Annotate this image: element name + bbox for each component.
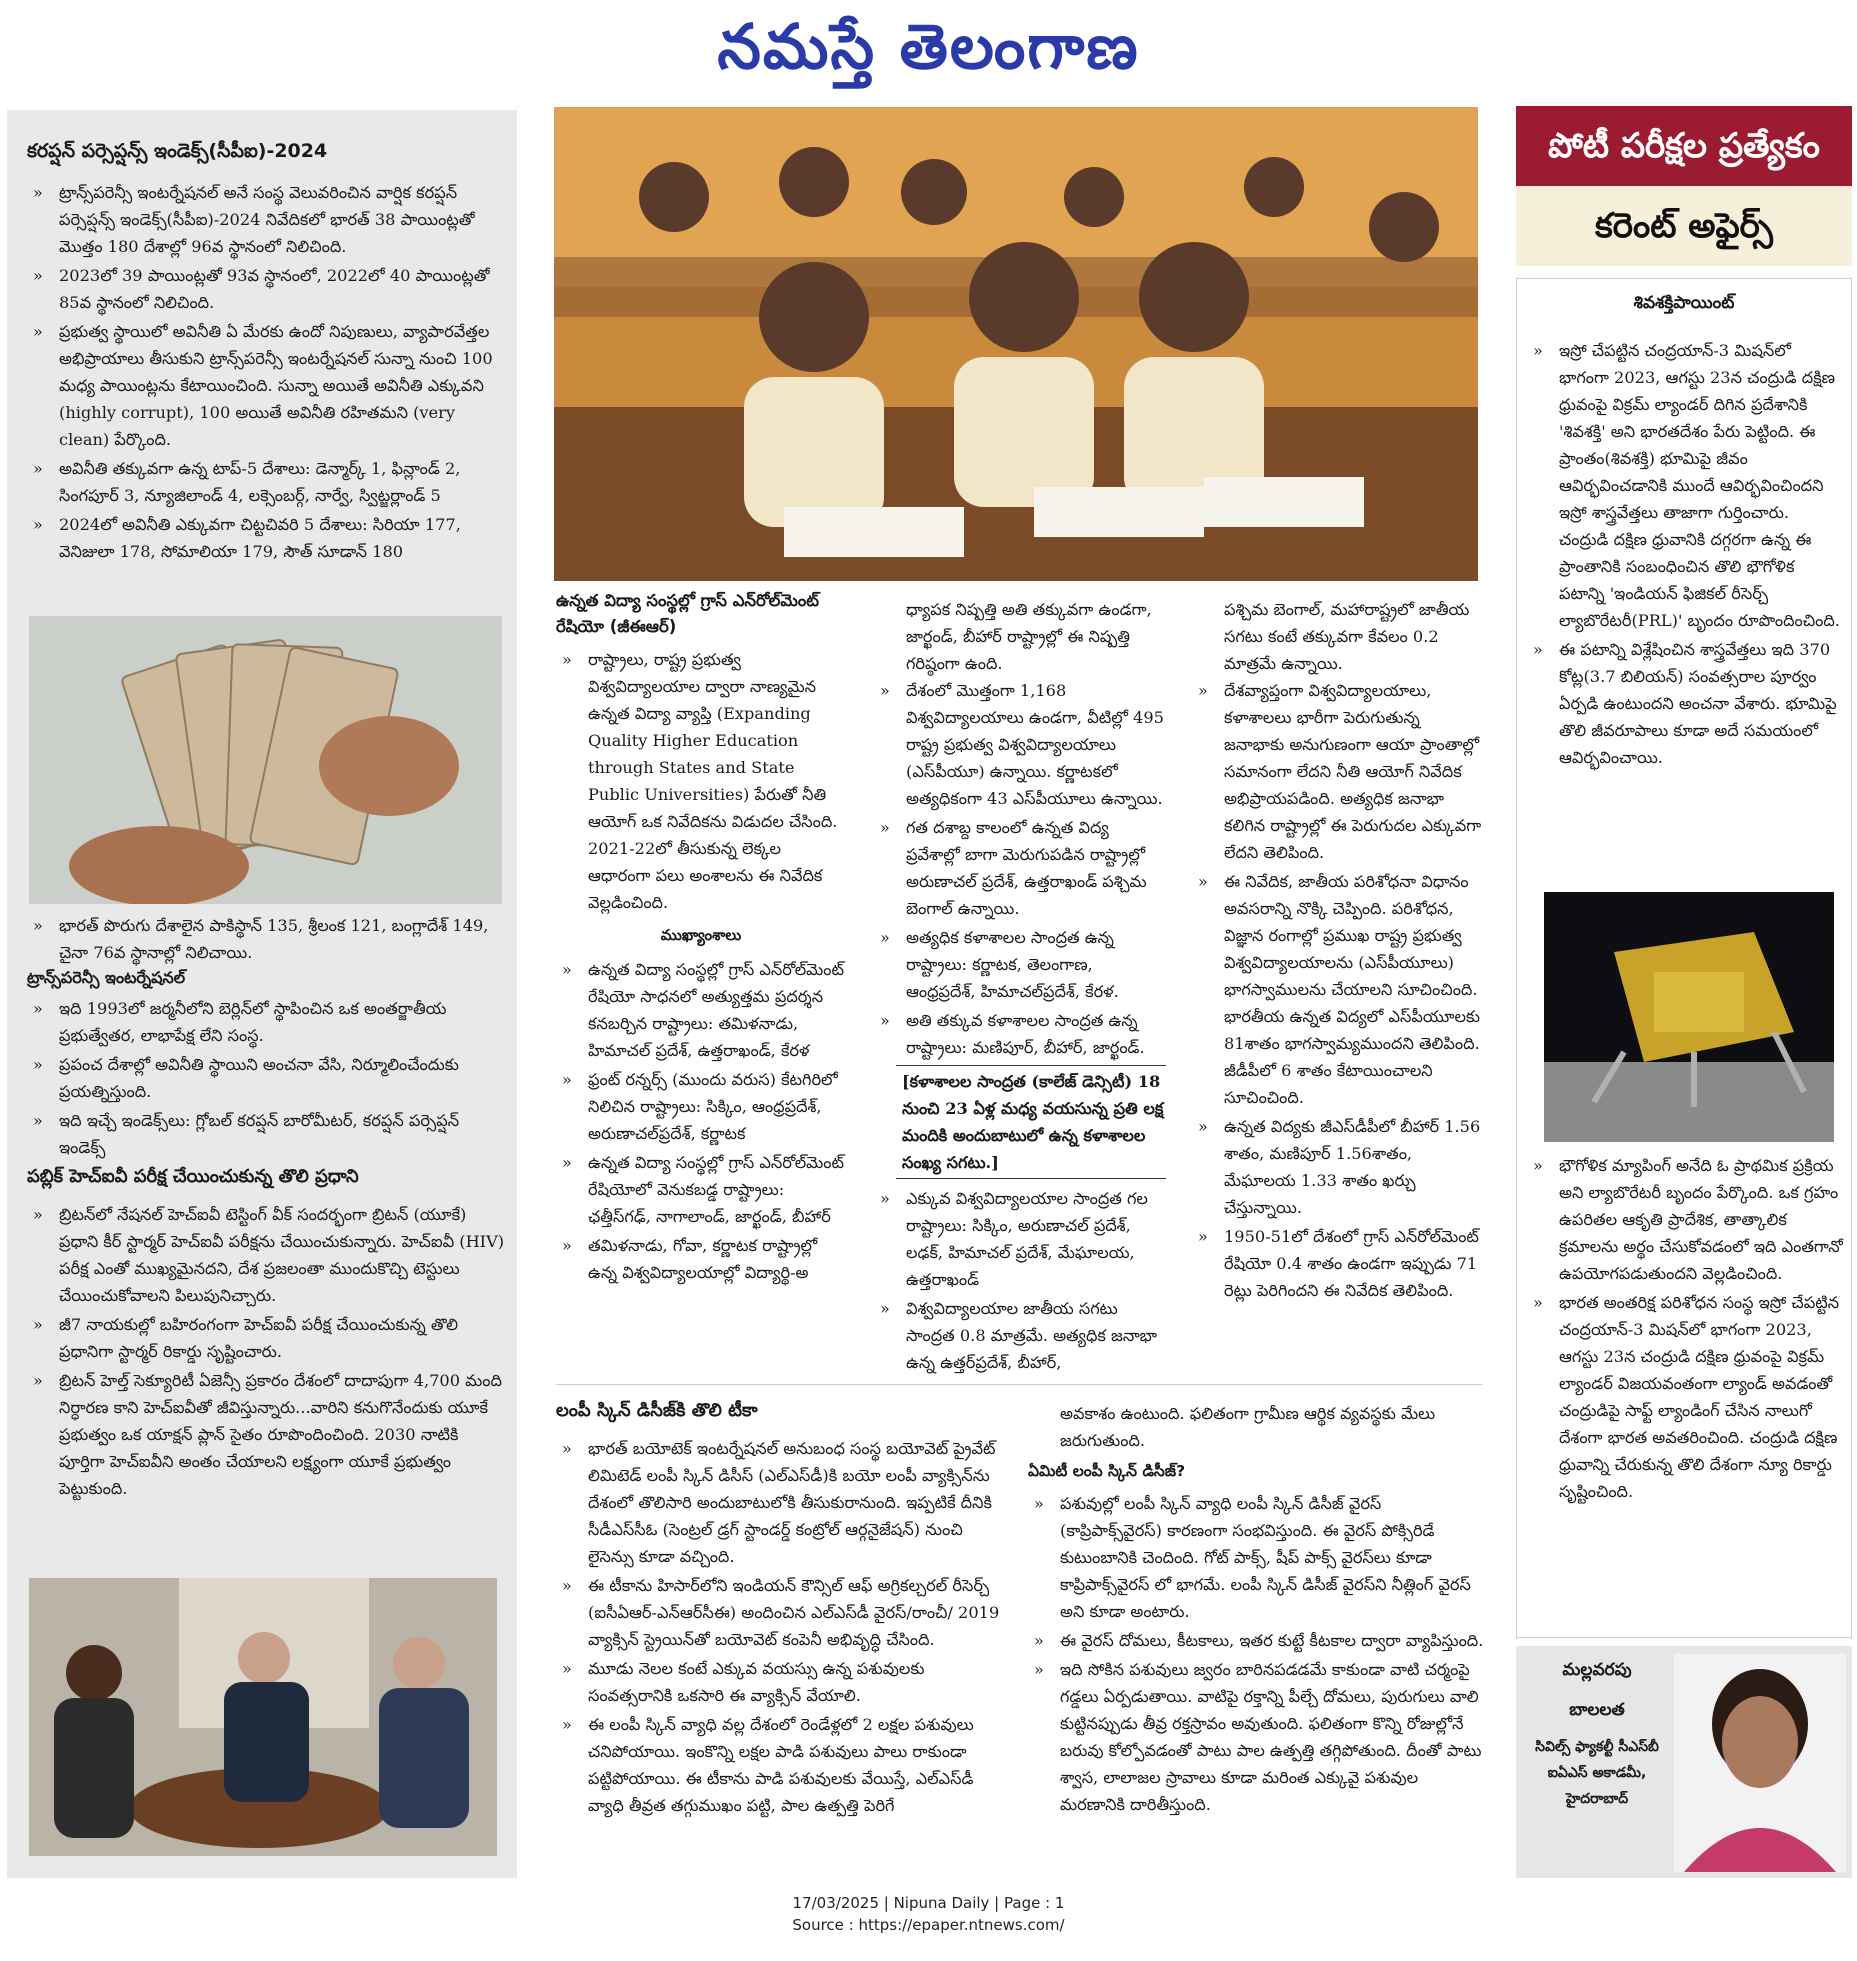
- bullet-icon: »: [33, 1205, 43, 1224]
- bullet-icon: »: [1034, 1631, 1044, 1650]
- list-item: » పశువుల్లో లంపీ స్కిన్ వ్యాధి లంపీ స్కిన్ డిసీజ్ వైరస్ (కాప్రిపాక్స్‌వైరస్) కారణంగా సంభవిస్తుంది. ఈ వైరస్ పోక్సిరిడే కుటుంబానికి చెందింది. గోట్ పాక్స్, షీప్ పాక్స్ వైరస్‌లు కూడా కాప్రిపాక్స్‌వైరస్ లో భాగమే. లంపీ స్కిన్ డిసీజ్ వైరస్‌ని నీత్లింగ్ వైరస్ అని కూడా అంటారు.: [1028, 1490, 1484, 1625]
- list-item: » దేశవ్యాప్తంగా విశ్వవిద్యాలయాలు, కళాశాలలు భారీగా పెరుగుతున్న జనాభాకు అనుగుణంగా ఆయా ప్రాంతాల్లో సమానంగా లేదని నీతి ఆయోగ్ నివేదిక అభిప్రాయపడింది. అత్యధిక జనాభా కలిగిన రాష్ట్రాల్లో ఈ పెరుగుదల ఎక్కువగా లేదని తెలిపింది.: [1192, 677, 1482, 866]
- bullet-icon: »: [1198, 681, 1208, 700]
- bullet-icon: »: [33, 459, 43, 478]
- list-item: » అత్యధిక కళాశాలల సాంద్రత ఉన్న రాష్ట్రాలు: కర్ణాటక, తెలంగాణ, ఆంధ్రప్రదేశ్, హిమాచల్‌ప్రదేశ్, కేరళ.: [874, 924, 1166, 1005]
- ti-heading: ట్రాన్స్‌పరెన్సీ ఇంటర్నేషనల్: [27, 968, 186, 987]
- list-item: » ఈ నివేదిక, జాతీయ పరిశోధనా విధానం అవసరాన్ని నొక్కి చెప్పింది. పరిశోధన, విజ్ఞాన రంగాల్లో ప్రముఖ రాష్ట్ర ప్రభుత్వ విశ్వవిద్యాలయాలను (ఎస్‌పీయూలు) భాగస్వాములను చేయాలని సూచించింది. భారతీయ ఉన్నత విద్యలో ఎస్‌పీయూలకు 81శాతం భాగస్వామ్యముందని తెలిపింది. జీడీపీలో 6 శాతం కేటాయించాలని సూచించింది.: [1192, 868, 1482, 1111]
- bullet-icon: »: [1533, 1293, 1543, 1312]
- list-item: » ఇది సోకిన పశువులు జ్వరం బారినపడడమే కాకుండా వాటి చర్మంపై గడ్డలు ఏర్పడుతాయి. వాటిపై రక్తాన్ని పీల్చే దోమలు, పురుగులు వాలి కుట్టినప్పుడు తీవ్ర రక్తస్రావం అవుతుంది. ఫలితంగా కొన్ని రోజుల్లోనే బరువు కోల్పోవడంతో పాటు పాల ఉత్పత్తి తగ్గిపోతుంది. దీంతో పాటు శ్వాస, లాలాజల స్రావాలు కూడా మరింత ఎక్కువై పశువుల మరణానికి దారితీస్తుంది.: [1028, 1656, 1484, 1818]
- ti-list: [27, 995, 507, 1161]
- footer-date-line: 17/03/2025 | Nipuna Daily | Page : 1: [792, 1894, 1065, 1912]
- list-item: » ఉన్నత విద్యా సంస్థల్లో గ్రాస్ ఎన్‌రోల్‌మెంట్ రేషియోలో వెనుకబడ్డ రాష్ట్రాలు: ఛత్తీస్‌గఢ్, నాగాలాండ్, జార్ఖండ్, బీహార్: [556, 1149, 846, 1230]
- newspaper-logo: నమస్తే తెలంగాణ: [717, 10, 1140, 83]
- ger-column-a: [556, 588, 846, 1288]
- bullet-icon: »: [880, 1189, 890, 1208]
- bullet-icon: »: [562, 1659, 572, 1678]
- list-item: » ఈ వైరస్ దోమలు, కీటకాలు, ఇతర కుట్టే కీటకాల ద్వారా వ్యాపిస్తుంది.: [1028, 1627, 1484, 1654]
- list-item: » భారత అంతరిక్ష పరిశోధన సంస్థ ఇస్రో చేపట్టిన చంద్రయాన్-3 మిషన్‌లో భాగంగా 2023, ఆగస్టు 23న చంద్రుడి దక్షిణ ధ్రువంపై విక్రమ్ ల్యాండర్ విజయవంతంగా ల్యాండ్ అవడంతో చంద్రుడిపై సాఫ్ట్ ల్యాండింగ్ చేసిన నాలుగో దేశంగా భారత అవతరించింది. చంద్రుడి దక్షిణ ధ్రువాన్ని చేరుకున్న తొలి దేశంగా న్యూ రికార్డు సృష్టించింది.: [1527, 1289, 1845, 1505]
- list-item: » 1950-51లో దేశంలో గ్రాస్ ఎన్‌రోల్‌మెంట్ రేషియో 0.4 శాతం ఉండగా ఇప్పుడు 71 రెట్లు పెరిగిందని ఈ నివేదిక తెలిపింది.: [1192, 1223, 1482, 1304]
- cpi-list-continued: [27, 912, 507, 966]
- bullet-icon: »: [1198, 872, 1208, 891]
- list-item: » జీ7 నాయకుల్లో బహిరంగంగా హెచ్ఐవీ పరీక్ష చేయించుకున్న తొలి ప్రధానిగా స్టార్మర్ రికార్డు సృష్టించారు.: [27, 1311, 507, 1365]
- bullet-icon: »: [880, 681, 890, 700]
- bullet-icon: »: [1198, 1117, 1208, 1136]
- list-item: » భారత్ పొరుగు దేశాలైన పాకిస్థాన్ 135, శ్రీలంక 121, బంగ్లాదేశ్ 149, చైనా 76వ స్థానాల్లో నిలిచాయి.: [27, 912, 507, 966]
- left-column: [7, 110, 517, 1878]
- author-last-name: బాలలత: [1569, 1700, 1625, 1720]
- list-item: » ఈ లంపీ స్కిన్ వ్యాధి వల్ల దేశంలో రెండేళ్లలో 2 లక్షల పశువులు చనిపోయాయి. ఇంకొన్ని లక్షల పాడి పశువులు పాలు రాకుండా పట్టిపోయాయి. ఈ టీకాను పాడి పశువులకు వేయిస్తే, ఎల్ఎస్‌డీ వ్యాధి తీవ్రత తగ్గుముఖం పట్టి, పాల ఉత్పత్తి పెరిగే: [556, 1711, 1006, 1819]
- bullet-icon: »: [33, 515, 43, 534]
- lsd-list: [556, 1435, 1006, 1819]
- bullet-icon: »: [880, 1011, 890, 1030]
- author-role: సివిల్స్ ఫ్యాకల్టీ సీఎస్‌బీ ఐఏఎస్ అకాడమీ, హైదరాబాద్: [1535, 1739, 1659, 1807]
- list-item: » ట్రాన్స్‌పరెన్సీ ఇంటర్నేషనల్ అనే సంస్థ వెలువరించిన వార్షిక కరప్షన్ పర్సెప్షన్స్ ఇండెక్స్(సీపీఐ)-2024 నివేదికలో భారత్ 38 పాయింట్లతో మొత్తం 180 దేశాల్లో 96వ స్థానంలో నిలిచింది.: [27, 179, 507, 260]
- ger-column-b-list-2: [874, 1185, 1166, 1376]
- list-item: » ఈ టీకాను హిసార్‌లోని ఇండియన్ కౌన్సిల్ ఆఫ్ అగ్రికల్చరల్ రీసెర్చ్ (ఐసీఏఆర్-ఎన్ఆర్‌సీఈ) అందించిన ఎల్ఎస్‌డీ వైరస్/రాంచీ/ 2019 వ్యాక్సిన్ స్ట్రెయిన్‌తో బయోవెట్ కంపెనీ అభివృద్ధి చేసింది.: [556, 1572, 1006, 1653]
- author-photo: [1674, 1654, 1846, 1872]
- list-item: » ఉన్నత విద్యకు జీఎస్‌డీపీలో బీహార్ 1.56 శాతం, మణిపూర్ 1.56శాతం, మేఘాలయ 1.33 శాతం ఖర్చు చేస్తున్నాయి.: [1192, 1113, 1482, 1221]
- shivashakti-list: [1527, 337, 1841, 771]
- list-item: » బ్రిటన్‌లో నేషనల్ హెచ్ఐవీ టెస్టింగ్ వీక్ సందర్భంగా బ్రిటన్ (యూకే) ప్రధాని కీర్ స్టార్మర్ హెచ్ఐవీ పరీక్షను చేయించుకున్నారు. హెచ్ఐవీ (HIV) పరీక్ష ఎంతో ముఖ్యమైనదని, దేశ ప్రజలంతా ముందుకొచ్చి టెస్టులు చేయించుకోవాలని పిలుపునిచ్చారు.: [27, 1201, 507, 1309]
- list-item: » మూడు నెలల కంటే ఎక్కువ వయస్సు ఉన్న పశువులకు సంవత్సరానికి ఒకసారి ఈ వ్యాక్సిన్ వేయాలి.: [556, 1655, 1006, 1709]
- footer-source-line: Source : https://epaper.ntnews.com/: [792, 1916, 1065, 1934]
- list-item: » ప్రపంచ దేశాల్లో అవినీతి స్థాయిని అంచనా వేసి, నిర్మూలించేందుకు ప్రయత్నిస్తుంది.: [27, 1051, 507, 1105]
- bullet-icon: »: [880, 928, 890, 947]
- list-item: » ఉన్నత విద్యా సంస్థల్లో గ్రాస్ ఎన్‌రోల్‌మెంట్ రేషియో సాధనలో అత్యుత్తమ ప్రదర్శన కనబర్చిన రాష్ట్రాలు: తమిళనాడు, హిమాచల్ ప్రదేశ్, ఉత్తరాఖండ్, కేరళ: [556, 956, 846, 1064]
- list-item: » భౌగోళిక మ్యాపింగ్ అనేది ఓ ప్రాథమిక ప్రక్రియ అని ల్యాబొరేటరీ బృందం పేర్కొంది. ఒక గ్రహం ఉపరితల ఆకృతి ప్రాదేశిక, తాత్కాలిక క్రమాలను అర్థం చేసుకోవడంలో ఇది ఎంతగానో ఉపయోగపడుతుందని వెల్లడించింది.: [1527, 1152, 1845, 1287]
- list-item: » రాష్ట్రాలు, రాష్ట్ర ప్రభుత్వ విశ్వవిద్యాలయాల ద్వారా నాణ్యమైన ఉన్నత విద్యా వ్యాప్తి (Expanding Quality Higher Education through States and State Public Universities) పేరుతో నీతి ఆయోగ్ ఒక నివేదికను విడుదల చేసింది. 2021-22లో తీసుకున్న లెక్కల ఆధారంగా పలు అంశాలను ఈ నివేదిక వెల్లడించింది.: [556, 646, 846, 916]
- lsd-column-a: [556, 1400, 1006, 1821]
- bullet-icon: »: [562, 1236, 572, 1255]
- bullet-icon: »: [562, 1070, 572, 1089]
- list-item: » విశ్వవిద్యాలయాల జాతీయ సగటు సాంద్రత 0.8 మాత్రమే. అత్యధిక జనాభా ఉన్న ఉత్తర్‌ప్రదేశ్, బీహార్,: [874, 1295, 1166, 1376]
- lsd-column-b: [1028, 1400, 1484, 1820]
- bullet-icon: »: [1034, 1660, 1044, 1679]
- list-item: » భారత్ బయోటెక్ ఇంటర్నేషనల్ అనుబంధ సంస్థ బయోవెట్ ప్రైవేట్ లిమిటెడ్ లంపీ స్కిన్ డిసీస్ (ఎల్ఎస్‌డీ)కి బయో లంపీ వ్యాక్సిన్‌ను దేశంలో తొలిసారి అందుబాటులోకి తీసుకురానుంది. ఇప్పటికే దీనికి సీడీఎస్‌సీఓ (సెంట్రల్ డ్రగ్ స్టాండర్డ్ కంట్రోల్ ఆర్గనైజేషన్) నుంచి లైసెన్సు కూడా వచ్చింది.: [556, 1435, 1006, 1570]
- bullet-icon: »: [33, 1111, 43, 1130]
- list-item: » ఇది ఇచ్చే ఇండెక్స్‌లు: గ్లోబల్ కరప్షన్ బారోమీటర్, కరప్షన్ పర్సెప్షన్ ఇండెక్స్: [27, 1107, 507, 1161]
- bullet-icon: »: [880, 818, 890, 837]
- ger-column-c-continuation: పశ్చిమ బెంగాల్, మహారాష్ట్రలో జాతీయ సగటు కంటే తక్కువగా కేవలం 0.2 మాత్రమే ఉన్నాయి.: [1224, 600, 1470, 673]
- list-item: » ఎక్కువ విశ్వవిద్యాలయాల సాంద్రత గల రాష్ట్రాలు: సిక్కిం, అరుణాచల్ ప్రదేశ్, లఢక్, హిమాచల్ ప్రదేశ్, మేఘాలయ, ఉత్తరాఖండ్: [874, 1185, 1166, 1293]
- lsd-list-2: [1028, 1490, 1484, 1818]
- bullet-icon: »: [33, 266, 43, 285]
- page-footer: [0, 1892, 1857, 1936]
- bullet-icon: »: [33, 916, 43, 935]
- author-info: [1522, 1660, 1672, 1812]
- bullet-icon: »: [33, 1055, 43, 1074]
- cpi-section-continued: [27, 912, 507, 1163]
- shivashakti-continued: [1527, 1152, 1845, 1507]
- list-item: » అవినీతి తక్కువగా ఉన్న టాప్-5 దేశాలు: డెన్మార్క్ 1, ఫిన్లాండ్ 2, సింగపూర్ 3, న్యూజిలాండ్ 4, లక్సెంబర్గ్, నార్వే, స్విట్జర్లాండ్ 5: [27, 455, 507, 509]
- bullet-icon: »: [562, 960, 572, 979]
- bullet-icon: »: [33, 1315, 43, 1334]
- list-item: » అతి తక్కువ కళాశాలల సాంద్రత ఉన్న రాష్ట్రాలు: మణిపూర్, బీహార్, జార్ఖండ్.: [874, 1007, 1166, 1061]
- ger-highlights-list: [556, 956, 846, 1286]
- list-item: » గత దశాబ్ద కాలంలో ఉన్నత విద్య ప్రవేశాల్లో బాగా మెరుగుపడిన రాష్ట్రాల్లో అరుణాచల్ ప్రదేశ్, ఉత్తరాఖండ్ పశ్చిమ బెంగాల్ ఉన్నాయి.: [874, 814, 1166, 922]
- list-item: » బ్రిటన్ హెల్త్ సెక్యూరిటీ ఏజెన్సీ ప్రకారం దేశంలో దాదాపుగా 4,700 మంది నిర్ధారణ కాని హెచ్ఐవీతో జీవిస్తున్నారు...వారిని కనుగొనేందుకు యూకే ప్రభుత్వం ఒక యాక్షన్ ప్లాన్ సైతం రూపొందించింది. 2030 నాటికి పూర్తిగా హెచ్ఐవీని అంతం చేయాలని లక్ష్యంగా యూకే ప్రభుత్వం పెట్టుకుంది.: [27, 1367, 507, 1502]
- list-item: » దేశంలో మొత్తంగా 1,168 విశ్వవిద్యాలయాలు ఉండగా, వీటిల్లో 495 రాష్ట్ర ప్రభుత్వ విశ్వవిద్యాలయాలు (ఎస్‌పీయూ) ఉన్నాయి. కర్ణాటకలో అత్యధికంగా 43 ఎస్‌పీయూలు ఉన్నాయి.: [874, 677, 1166, 812]
- list-item: » ఈ పటాన్ని విశ్లేషించిన శాస్త్రవేత్తలు ఇది 370 కోట్ల(3.7 బిలియన్) సంవత్సరాల పూర్వం ఏర్పడి ఉంటుందని అంచనా వేశారు. భూమిపై తొలి జీవరూపాలు కూడా అదే సమయంలో ఆవిర్భవించాయి.: [1527, 636, 1841, 771]
- ger-column-b: [874, 596, 1166, 1378]
- college-density-note: [కళాశాలల సాంద్రత (కాలేజ్ డెన్సిటీ) 18 నుంచి 23 ఏళ్ల మధ్య వయసున్న ప్రతి లక్ష మందికి అందుబాటులో ఉన్న కళాశాలల సంఖ్య సగటు.]: [896, 1065, 1166, 1179]
- bullet-icon: »: [562, 1439, 572, 1458]
- list-item: » 2024లో అవినీతి ఎక్కువగా చిట్టచివరి 5 దేశాలు: సిరియా 177, వెనిజులా 178, సోమాలియా 179, సౌత్ సూడాన్ 180: [27, 511, 507, 565]
- bullet-icon: »: [33, 999, 43, 1018]
- ger-column-b-list: [874, 677, 1166, 1061]
- cpi-list: [27, 179, 507, 565]
- ger-column-c: [1192, 596, 1482, 1306]
- bullet-icon: »: [1198, 1227, 1208, 1246]
- bullet-icon: »: [33, 1371, 43, 1390]
- bullet-icon: »: [33, 183, 43, 202]
- section-divider: [556, 1384, 1482, 1385]
- bullet-icon: »: [1533, 341, 1543, 360]
- competitive-exams-banner: పోటీ పరీక్షల ప్రత్యేకం: [1516, 106, 1852, 186]
- list-item: » ఇది 1993లో జర్మనీలోని బెర్లిన్‌లో స్థాపించిన ఒక అంతర్జాతీయ ప్రభుత్వేతర, లాభాపేక్ష లేని సంస్థ.: [27, 995, 507, 1049]
- bullet-icon: »: [33, 322, 43, 341]
- author-first-name: మల్లవరపు: [1562, 1660, 1632, 1680]
- list-item: » 2023లో 39 పాయింట్లతో 93వ స్థానంలో, 2022లో 40 పాయింట్లతో 85వ స్థానంలో నిలిచింది.: [27, 262, 507, 316]
- pm-hiv-test-photo: [29, 1578, 497, 1856]
- list-item: » ఇస్రో చేపట్టిన చంద్రయాన్-3 మిషన్‌లో భాగంగా 2023, ఆగస్టు 23న చంద్రుడి దక్షిణ ధ్రువంపై విక్రమ్ ల్యాండర్ దిగిన ప్రదేశానికి 'శివశక్తి' అని భారతదేశం పేరు పెట్టింది. ఈ ప్రాంతం(శివశక్తి) భూమిపై జీవం ఆవిర్భవించడానికి ముందే ఆవిర్భవించిందని ఇస్రో శాస్త్రవేత్తలు తాజాగా గుర్తించారు. చంద్రుడి దక్షిణ ధ్రువానికి దగ్గరగా ఉన్న ఈ ప్రాంతానికి సంబంధించిన తొలి భౌగోళిక పటాన్ని 'ఇండియన్ ఫిజికల్ రీసెర్చ్ ల్యాబొరేటరీ(PRL)' బృందం రూపొందించింది.: [1527, 337, 1841, 634]
- ger-intro-list: [556, 646, 846, 916]
- list-item: » ప్రభుత్వ స్థాయిలో అవినీతి ఏ మేరకు ఉందో నిపుణులు, వ్యాపారవేత్తల అభిప్రాయాలు తీసుకుని ట్రాన్స్‌పరెన్సీ ఇంటర్నేషనల్ సున్నా నుంచి 100 మధ్య పాయింట్లను కేటాయించింది. సున్నా అయితే అవినీతి ఎక్కువని (highly corrupt), 100 అయితే అవినీతి రహితమని (very clean) పేర్కొంది.: [27, 318, 507, 453]
- cpi-section: [27, 140, 507, 567]
- lsd-title: లంపీ స్కిన్ డిసీజ్‌కి తొలి టీకా: [556, 1400, 758, 1421]
- lsd-continuation: అవకాశం ఉంటుంది. ఫలితంగా గ్రామీణ ఆర్థిక వ్యవస్థకు మేలు జరుగుతుంది.: [1060, 1404, 1436, 1450]
- highlights-heading: ముఖ్యాంశాలు: [660, 926, 742, 944]
- hiv-list: [27, 1201, 507, 1502]
- currency-photo: [29, 616, 502, 904]
- current-affairs-banner: కరెంట్ అఫైర్స్: [1516, 186, 1852, 266]
- lsd-subheading: ఏమిటీ లంపీ స్కిన్ డిసీజ్?: [1028, 1462, 1186, 1480]
- ger-title: ఉన్నత విద్యా సంస్థల్లో గ్రాస్ ఎన్‌రోల్‌మెంట్ రేషియో (జీఈఆర్): [556, 591, 819, 636]
- bullet-icon: »: [880, 1299, 890, 1318]
- classroom-photo: [554, 107, 1478, 581]
- vikram-lander-photo: [1544, 892, 1834, 1142]
- hiv-section: [27, 1166, 507, 1504]
- hiv-title: పబ్లిక్ హెచ్ఐవీ పరీక్ష చేయించుకున్న తొలి ప్రధాని: [27, 1166, 359, 1187]
- shivashakti-title: శివశక్తిపాయింట్: [1633, 293, 1735, 313]
- author-box: [1516, 1646, 1852, 1878]
- ger-column-b-continuation: ధ్యాపక నిష్పత్తి అతి తక్కువగా ఉండగా, జార్ఖండ్, బీహార్ రాష్ట్రాల్లో ఈ నిష్పత్తి గరిష్ఠంగా ఉంది.: [906, 600, 1152, 673]
- bullet-icon: »: [562, 650, 572, 669]
- bullet-icon: »: [1533, 640, 1543, 659]
- list-item: » తమిళనాడు, గోవా, కర్ణాటక రాష్ట్రాల్లో ఉన్న విశ్వవిద్యాలయాల్లో విద్యార్థి-అ: [556, 1232, 846, 1286]
- ger-column-c-list: [1192, 677, 1482, 1304]
- bullet-icon: »: [1034, 1494, 1044, 1513]
- bullet-icon: »: [562, 1715, 572, 1734]
- list-item: » ఫ్రంట్ రన్నర్స్ (ముందు వరుస) కేటగిరిలో నిలిచిన రాష్ట్రాలు: సిక్కిం, ఆంధ్రప్రదేశ్, అరుణాచల్‌ప్రదేశ్, కర్ణాటక: [556, 1066, 846, 1147]
- shivashakti-list-2: [1527, 1152, 1845, 1505]
- bullet-icon: »: [562, 1153, 572, 1172]
- bullet-icon: »: [562, 1576, 572, 1595]
- bullet-icon: »: [1533, 1156, 1543, 1175]
- masthead: [0, 0, 1857, 100]
- cpi-title: కరప్షన్ పర్సెప్షన్స్ ఇండెక్స్(సీపీఐ)-2024: [27, 140, 328, 162]
